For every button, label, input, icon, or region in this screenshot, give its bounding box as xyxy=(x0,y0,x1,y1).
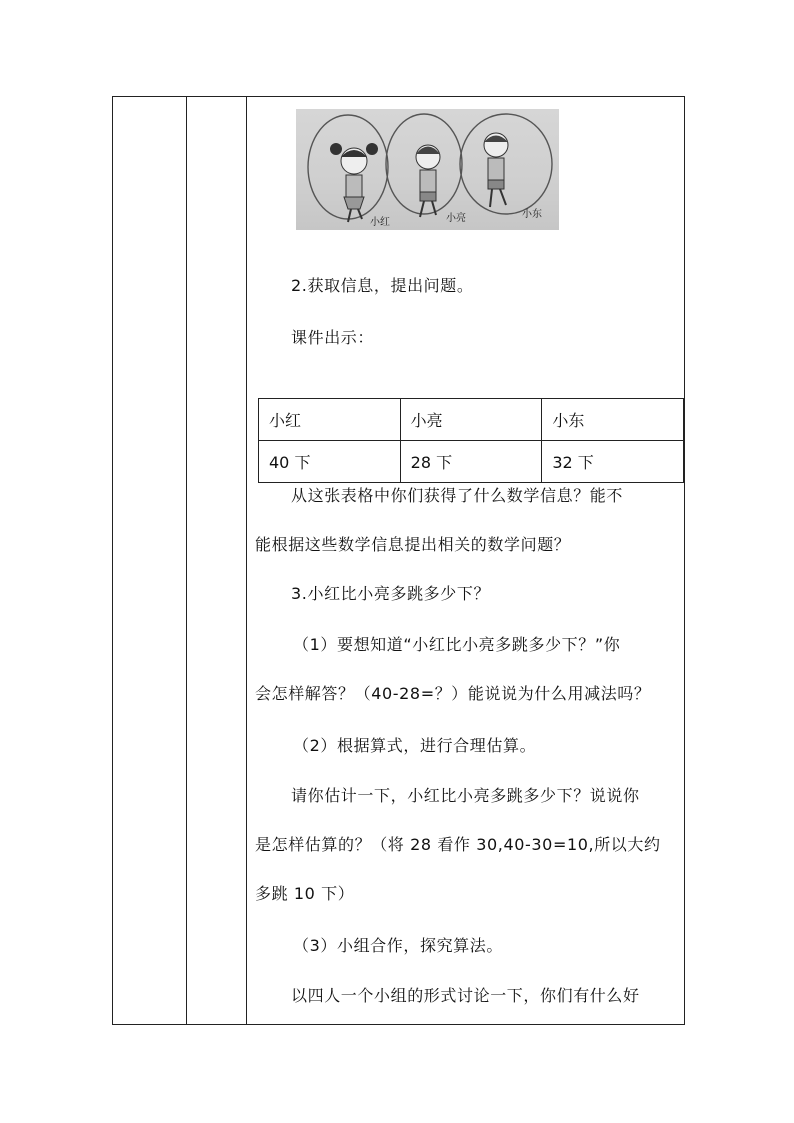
caption-xiaodong: 小东 xyxy=(522,209,542,220)
courseware-label: 课件出示： xyxy=(291,328,375,347)
column-divider-1 xyxy=(186,96,187,1025)
paragraph-line: 多跳 10 下） xyxy=(255,884,355,903)
paragraph-line: 是怎样估算的？（将 28 看作 30,40-30=10,所以大约 xyxy=(255,835,661,854)
paragraph-line: （3）小组合作，探究算法。 xyxy=(293,936,503,955)
table-header-cell: 小东 xyxy=(542,399,684,441)
step-3-heading: 3.小红比小亮多跳多少下？ xyxy=(291,584,491,603)
column-divider-2 xyxy=(246,96,247,1025)
paragraph-line: （1）要想知道“小红比小亮多跳多少下？”你 xyxy=(293,635,621,654)
paragraph-line: 能根据这些数学信息提出相关的数学问题？ xyxy=(255,535,571,554)
step-2-heading: 2.获取信息，提出问题。 xyxy=(291,276,474,295)
table-row xyxy=(259,399,684,441)
paragraph-line: 从这张表格中你们获得了什么数学信息？能不 xyxy=(291,486,624,505)
table-value-cell: 32 下 xyxy=(542,441,684,483)
table-header-cell: 小亮 xyxy=(400,399,542,441)
paragraph-line: 会怎样解答？（40-28=？）能说说为什么用减法吗？ xyxy=(255,684,651,703)
table-value-cell: 40 下 xyxy=(259,441,401,483)
paragraph-line: 以四人一个小组的形式讨论一下，你们有什么好 xyxy=(291,986,640,1005)
paragraph-line: （2）根据算式，进行合理估算。 xyxy=(293,736,537,755)
jump-count-table xyxy=(258,398,684,483)
caption-xiaoliang: 小亮 xyxy=(446,213,466,224)
paragraph-line: 请你估计一下，小红比小亮多跳多少下？说说你 xyxy=(291,786,640,805)
table-header-cell: 小红 xyxy=(259,399,401,441)
table-row xyxy=(259,441,684,483)
caption-xiaohong: 小红 xyxy=(370,217,390,228)
jump-rope-illustration xyxy=(296,109,559,230)
table-value-cell: 28 下 xyxy=(400,441,542,483)
